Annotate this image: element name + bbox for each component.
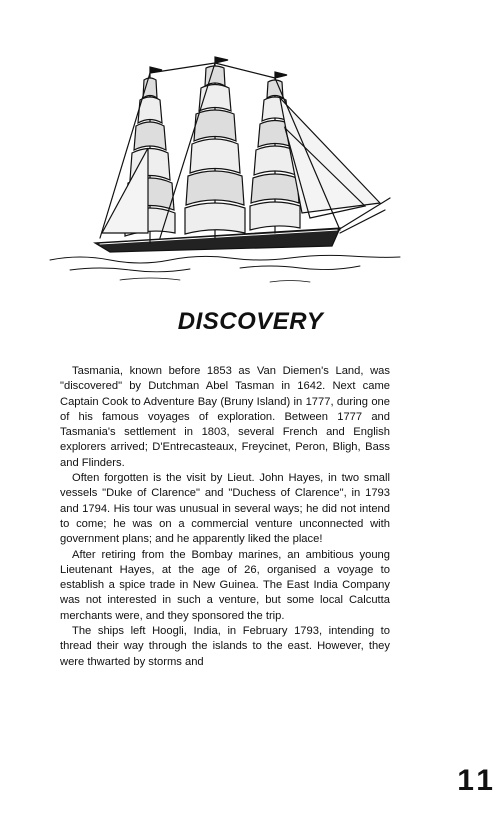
paragraph: Tasmania, known before 1853 as Van Diemen's Land, was "discovered" by Dutchman Abel Tasman in 1642. Next came Captain Cook to Adventure Bay (Bruny Island) in 1777, during one of his famous voyages of exploration. Between 1777 and Tasmania's settlement in 1803, several French and English explorers arrived; D'Entrecasteaux, Freycinet, Peron, Bligh, Bass and Flinders. (60, 365, 390, 469)
page-title: DISCOVERY (177, 308, 324, 335)
paragraph: After retiring from the Bombay marines, an ambitious young Lieutenant Hayes, at the age of 26, organised a voyage to establish a spice trade in New Guinea. The East India Company was not interested in such a venture, but some local Calcutta merchants were, and they sponsored the trip. (60, 548, 390, 622)
paragraph: Often forgotten is the visit by Lieut. John Hayes, in two small vessels "Duke of Clarence" and "Duchess of Clarence", in 1793 and 1794. His tour was unusual in several ways; he did not intend to come; he was on a commercial venture unconnected with government plans; and he apparently liked the place! (60, 472, 390, 546)
article-body (60, 364, 390, 670)
page-number: 11 (457, 764, 497, 797)
sailing-ship-icon (40, 38, 410, 288)
paragraph: The ships left Hoogli, India, in February 1793, intending to thread their way through the islands to the east. However, they were thwarted by storms and (60, 625, 390, 668)
